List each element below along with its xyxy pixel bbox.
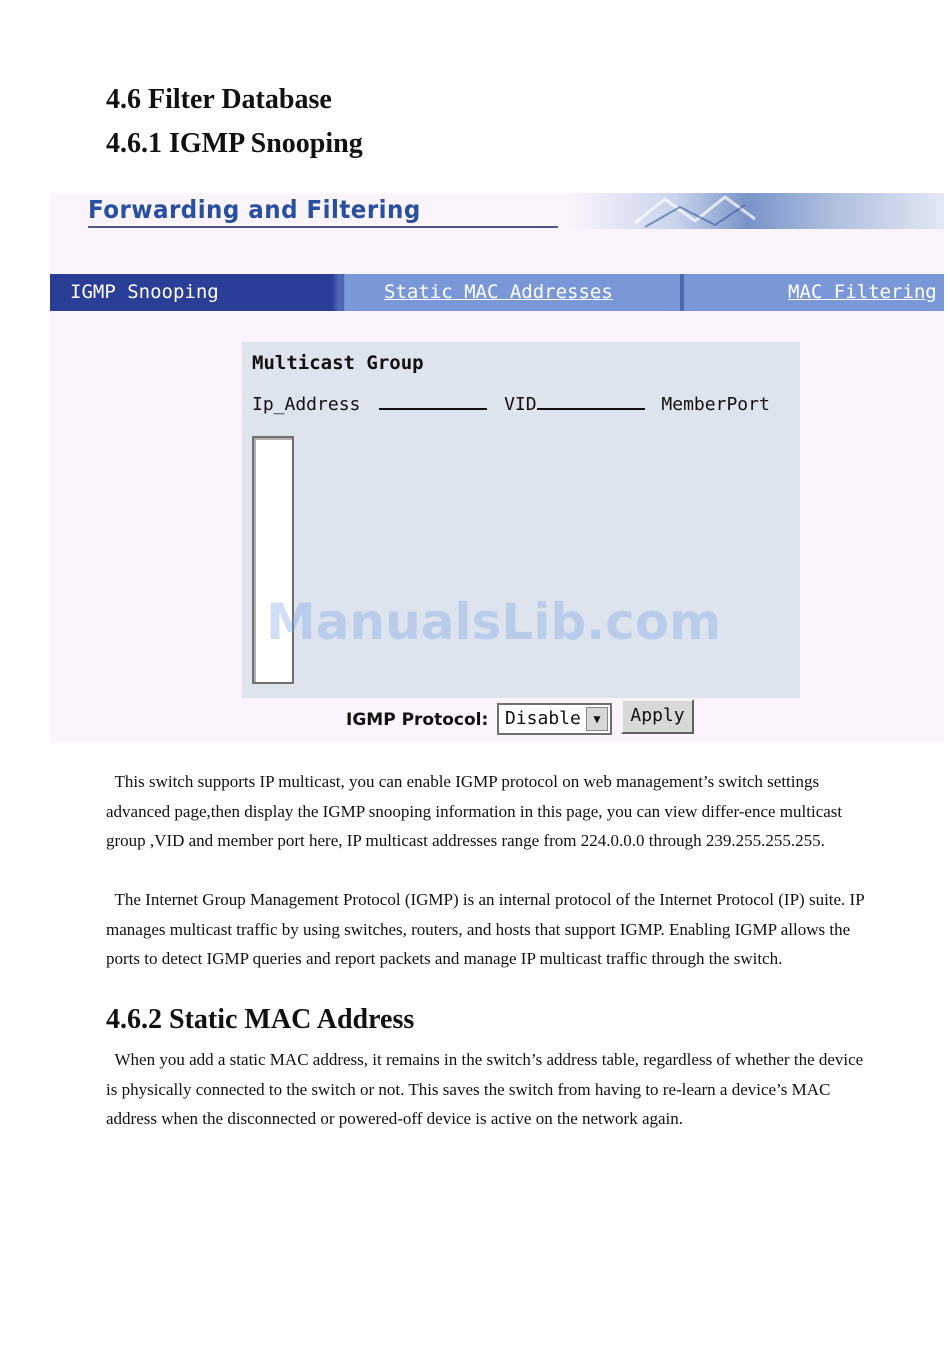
column-headers (252, 394, 770, 415)
banner-decoration-icon (625, 193, 765, 229)
paragraph-text: This switch supports IP multicast, you can enable IGMP protocol on web management’s switch settings advanced page,then display the IGMP snooping information in this page, you can view differ-ence multicast group ,VID and member port here, IP multicast addresses range from 224.0.0.0 through 239.255.255.255. (106, 772, 843, 850)
igmp-protocol-select[interactable] (497, 703, 612, 735)
paragraph-text: The Internet Group Management Protocol (IGMP) is an internal protocol of the Internet Protocol (IP) suite. IP manages multicast traffic by using switches, routers, and hosts that support IGMP. Enabling IGMP allows the ports to detect IGMP queries and report packets and manage IP multicast traffic through the switch. (106, 890, 865, 968)
igmp-description-paragraph (106, 767, 871, 856)
paragraph-text: When you add a static MAC address, it remains in the switch’s address table, regardless of whether the device is physically connected to the switch or not. This saves the switch from having to re-learn a device’s MAC address when the disconnected or powered-off device is active on the network again. (106, 1050, 864, 1128)
ip-address-header: Ip_Address (252, 394, 361, 415)
tab-mac-filtering[interactable]: MAC Filtering (788, 281, 937, 303)
column-separator (537, 394, 645, 410)
chevron-down-icon[interactable]: ▼ (586, 707, 608, 731)
apply-button[interactable]: Apply (621, 699, 694, 734)
igmp-snooping-heading: 4.6.1 IGMP Snooping (106, 128, 363, 159)
tab-bar (50, 274, 944, 311)
banner (50, 193, 944, 229)
tab-divider (340, 274, 344, 311)
tab-divider (680, 274, 684, 311)
igmp-protocol-paragraph (106, 885, 871, 974)
banner-underline (88, 226, 558, 228)
igmp-protocol-label: IGMP Protocol: (346, 710, 489, 730)
vid-header: VID (504, 394, 537, 415)
forwarding-filtering-screenshot (50, 193, 944, 743)
static-mac-heading: 4.6.2 Static MAC Address (106, 1004, 415, 1035)
tab-igmp-snooping[interactable]: IGMP Snooping (50, 274, 332, 311)
static-mac-paragraph (106, 1045, 871, 1134)
section-heading: 4.6 Filter Database (106, 84, 332, 115)
multicast-group-title: Multicast Group (252, 352, 424, 374)
banner-title: Forwarding and Filtering (88, 195, 421, 224)
watermark: ManualsLib.com (266, 593, 722, 651)
column-separator (379, 394, 487, 410)
igmp-protocol-value: Disable (505, 708, 581, 729)
tab-static-mac-addresses[interactable]: Static MAC Addresses (384, 281, 613, 303)
member-port-header: MemberPort (661, 394, 770, 415)
